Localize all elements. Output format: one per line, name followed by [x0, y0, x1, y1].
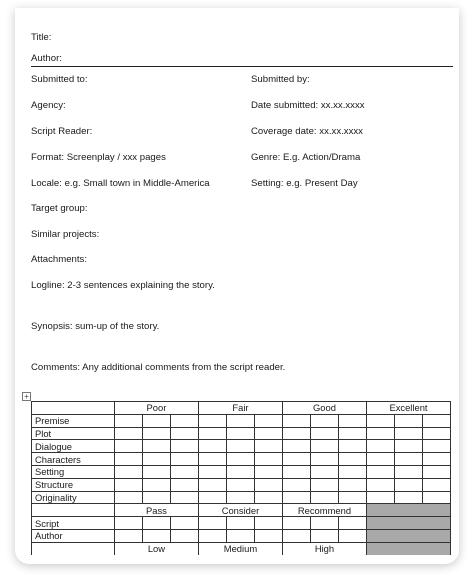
synopsis-text: Synopsis: sum-up of the story. [31, 321, 160, 332]
setting-field: Setting: e.g. Present Day [251, 178, 358, 189]
agency-field: Agency: [31, 100, 66, 111]
table-row [32, 478, 451, 491]
format-field: Format: Screenplay / xxx pages [31, 152, 166, 163]
table-row [32, 529, 451, 542]
verdict-row-script: Script [32, 517, 115, 530]
rating-table [31, 401, 451, 555]
script-reader-field: Script Reader: [31, 126, 93, 137]
rating-header-row [32, 402, 451, 415]
category-premise: Premise [32, 414, 115, 427]
category-originality: Originality [32, 491, 115, 504]
category-dialogue: Dialogue [32, 440, 115, 453]
verdict-header-pass: Pass [114, 504, 198, 517]
rating-header-fair: Fair [198, 402, 282, 415]
date-submitted-field: Date submitted: xx.xx.xxxx [251, 100, 365, 111]
verdict-shaded-cell [366, 504, 450, 517]
rating-header-good: Good [282, 402, 366, 415]
table-move-icon[interactable]: + [22, 392, 31, 401]
title-label: Title: [31, 32, 52, 43]
target-group-field: Target group: [31, 203, 88, 214]
verdict-header-consider: Consider [198, 504, 282, 517]
coverage-date-field: Coverage date: xx.xx.xxxx [251, 126, 363, 137]
category-characters: Characters [32, 453, 115, 466]
budget-header-high: High [282, 542, 366, 554]
submitted-by-field: Submitted by: [251, 74, 310, 85]
budget-corner-cell [32, 542, 115, 554]
verdict-header-row [32, 504, 451, 517]
budget-shaded-cell [366, 542, 450, 554]
table-row [32, 453, 451, 466]
author-label: Author: [31, 53, 62, 64]
table-row [32, 427, 451, 440]
attachments-field: Attachments: [31, 254, 87, 265]
submitted-to-field: Submitted to: [31, 74, 88, 85]
similar-projects-field: Similar projects: [31, 229, 100, 240]
author-divider [31, 66, 453, 67]
category-plot: Plot [32, 427, 115, 440]
rating-header-poor: Poor [114, 402, 198, 415]
table-row [32, 491, 451, 504]
comments-text: Comments: Any additional comments from the script reader. [31, 362, 286, 373]
verdict-row-author: Author [32, 529, 115, 542]
verdict-shaded-cell [366, 517, 450, 530]
verdict-shaded-cell [366, 529, 450, 542]
budget-header-row [32, 542, 451, 554]
verdict-corner-cell [32, 504, 115, 517]
rating-corner-cell [32, 402, 115, 415]
genre-field: Genre: E.g. Action/Drama [251, 152, 361, 163]
table-row [32, 517, 451, 530]
locale-field: Locale: e.g. Small town in Middle-America [31, 178, 210, 189]
logline-text: Logline: 2-3 sentences explaining the story. [31, 280, 215, 291]
budget-header-medium: Medium [198, 542, 282, 554]
table-row [32, 440, 451, 453]
verdict-header-recommend: Recommend [282, 504, 366, 517]
table-row [32, 465, 451, 478]
budget-header-low: Low [114, 542, 198, 554]
category-setting: Setting [32, 465, 115, 478]
table-row [32, 414, 451, 427]
category-structure: Structure [32, 478, 115, 491]
rating-header-excellent: Excellent [366, 402, 450, 415]
coverage-document [15, 8, 459, 564]
